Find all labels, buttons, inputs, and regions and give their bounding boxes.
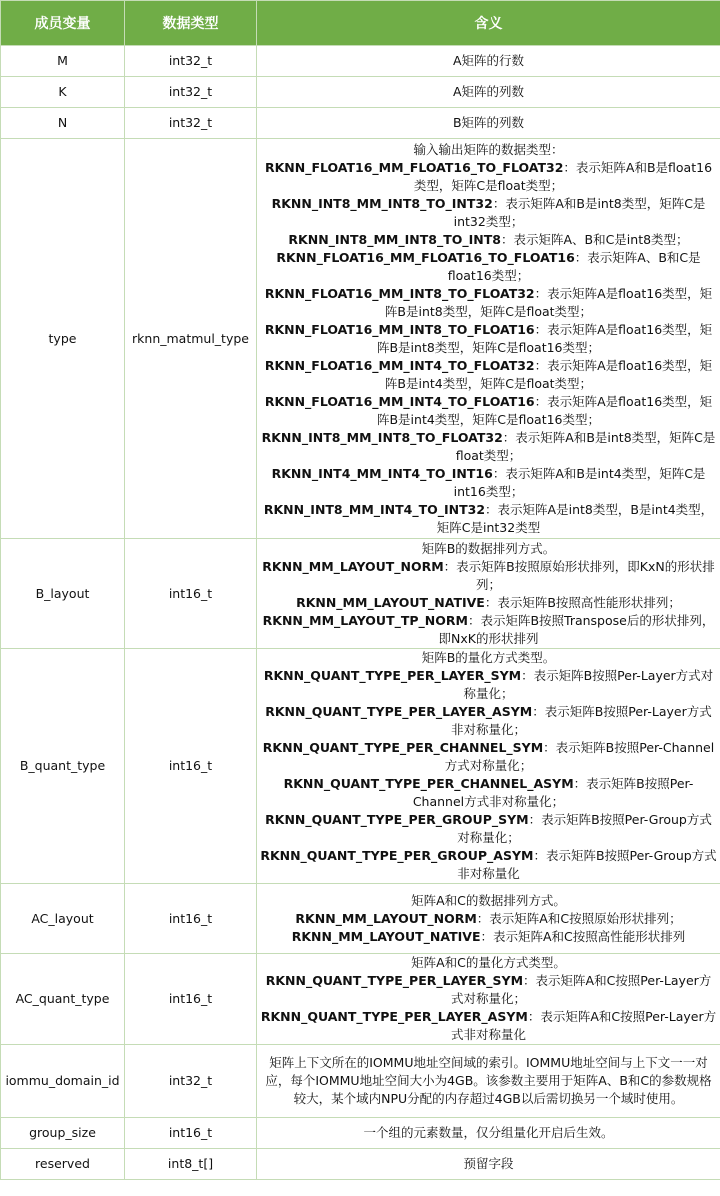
meaning-line xyxy=(260,231,717,249)
meaning-line xyxy=(260,847,717,883)
enum-constant: RKNN_FLOAT16_MM_FLOAT16_TO_FLOAT32 xyxy=(264,159,564,175)
meaning-text: ：表示矩阵B按照Transpose后的形状排列，即NxK的形状排列 xyxy=(438,612,715,646)
meaning-cell xyxy=(257,46,720,77)
meaning-line xyxy=(260,649,717,667)
header-row xyxy=(1,1,720,46)
member-name-cell: B_quant_type xyxy=(1,649,125,884)
enum-constant: RKNN_MM_LAYOUT_NORM xyxy=(295,910,477,926)
meaning-text: 矩阵A和C的量化方式类型。 xyxy=(411,955,566,970)
meaning-text: 矩阵B的量化方式类型。 xyxy=(421,650,556,665)
meaning-line xyxy=(260,928,717,946)
data-type-cell: int32_t xyxy=(125,77,257,108)
data-type-cell: int16_t xyxy=(125,649,257,884)
meaning-text: 输入输出矩阵的数据类型： xyxy=(413,141,564,157)
meaning-cell xyxy=(257,1045,720,1118)
meaning-line xyxy=(260,540,717,558)
meaning-text: 一个组的元素数量，仅分组量化开启后生效。 xyxy=(363,1125,614,1140)
enum-constant: RKNN_QUANT_TYPE_PER_CHANNEL_ASYM xyxy=(283,776,574,791)
meaning-text: ：表示矩阵A是int8类型，B是int4类型，矩阵C是int32类型 xyxy=(436,501,714,535)
member-name-cell: iommu_domain_id xyxy=(1,1045,125,1118)
meaning-line xyxy=(260,465,717,501)
meaning-cell xyxy=(257,1118,720,1149)
meaning-text: ：表示矩阵A是float16类型，矩阵B是int4类型，矩阵C是float类型； xyxy=(384,357,713,391)
meaning-text: ：表示矩阵A和C按照Per-Layer方式对称量化； xyxy=(450,973,712,1006)
meaning-line xyxy=(260,703,717,739)
enum-constant: RKNN_QUANT_TYPE_PER_GROUP_SYM xyxy=(265,812,529,827)
meaning-text: A矩阵的列数 xyxy=(452,84,525,99)
meaning-cell xyxy=(257,954,720,1045)
meaning-text: ：表示矩阵A是float16类型，矩阵B是int4类型，矩阵C是float16类型； xyxy=(376,393,713,427)
enum-constant: RKNN_FLOAT16_MM_INT4_TO_FLOAT32 xyxy=(264,357,535,373)
meaning-cell xyxy=(257,77,720,108)
meaning-text: 矩阵B的数据排列方式。 xyxy=(421,540,556,556)
meaning-text: ：表示矩阵A和C按照Per-Layer方式非对称量化 xyxy=(450,1009,717,1042)
meaning-text: ：表示矩阵B按照Per-Channel方式对称量化； xyxy=(444,740,715,773)
meaning-text: ：表示矩阵B按照Per-Layer方式非对称量化； xyxy=(450,704,712,737)
data-type-cell: int32_t xyxy=(125,1045,257,1118)
meaning-text: ：表示矩阵B按照高性能形状排列； xyxy=(484,594,681,610)
meaning-text: ：表示矩阵B按照Per-Group方式对称量化； xyxy=(457,812,712,845)
meaning-text: ：表示矩阵A和C按照原始形状排列； xyxy=(476,910,682,926)
meaning-line xyxy=(260,1155,717,1173)
meaning-text: ：表示矩阵A、B和C是int8类型； xyxy=(500,231,689,247)
meaning-text: 矩阵上下文所在的IOMMU地址空间域的索引。IOMMU地址空间与上下文一一对应，每个IOMMU地址空间大小为4GB。该参数主要用于矩阵A、B和C的参数规格较大，某个域内NPU分配的内存超过4GB以后需切换另一个域时使用。 xyxy=(265,1055,712,1106)
member-name-cell: reserved xyxy=(1,1149,125,1180)
meaning-text: ：表示矩阵A、B和C是float16类型； xyxy=(447,249,701,283)
meaning-text: ：表示矩阵B按照Per-Layer方式对称量化； xyxy=(463,668,714,701)
enum-constant: RKNN_FLOAT16_MM_INT4_TO_FLOAT16 xyxy=(264,393,535,409)
enum-constant: RKNN_FLOAT16_MM_FLOAT16_TO_FLOAT16 xyxy=(276,249,575,265)
meaning-line xyxy=(260,892,717,910)
member-name-cell: B_layout xyxy=(1,539,125,649)
meaning-text: ：表示矩阵B按照原始形状排列，即KxN的形状排列； xyxy=(443,558,715,592)
table-row xyxy=(1,954,720,1045)
meaning-text: 预留字段 xyxy=(463,1156,514,1171)
meaning-line xyxy=(260,1054,717,1108)
enum-constant: RKNN_MM_LAYOUT_NATIVE xyxy=(296,594,485,610)
enum-constant: RKNN_MM_LAYOUT_NATIVE xyxy=(291,928,481,944)
meaning-line xyxy=(260,775,717,811)
table-row xyxy=(1,139,720,539)
table-row xyxy=(1,1118,720,1149)
meaning-text: ：表示矩阵A和B是int8类型，矩阵C是int32类型； xyxy=(453,195,706,229)
meaning-line xyxy=(260,954,717,972)
data-type-cell: int16_t xyxy=(125,954,257,1045)
member-name-cell: type xyxy=(1,139,125,539)
member-name-cell: M xyxy=(1,46,125,77)
table-row xyxy=(1,1045,720,1118)
meaning-line xyxy=(260,195,717,231)
meaning-cell xyxy=(257,884,720,954)
meaning-line xyxy=(260,321,717,357)
data-type-cell: int8_t[] xyxy=(125,1149,257,1180)
data-type-cell: int32_t xyxy=(125,108,257,139)
table-row xyxy=(1,1149,720,1180)
enum-constant: RKNN_QUANT_TYPE_PER_LAYER_ASYM xyxy=(265,704,533,719)
meaning-line xyxy=(260,249,717,285)
data-type-cell: int16_t xyxy=(125,539,257,649)
meaning-text: B矩阵的列数 xyxy=(452,115,525,130)
meaning-cell xyxy=(257,539,720,649)
meaning-line xyxy=(260,141,717,159)
meaning-text: ：表示矩阵A和B是int4类型，矩阵C是int16类型； xyxy=(453,465,706,499)
table-row xyxy=(1,108,720,139)
meaning-text: ：表示矩阵A是float16类型，矩阵B是int8类型，矩阵C是float类型； xyxy=(384,285,713,319)
meaning-line xyxy=(260,52,717,70)
meaning-line xyxy=(260,1124,717,1142)
enum-constant: RKNN_QUANT_TYPE_PER_LAYER_SYM xyxy=(263,668,522,683)
member-name-cell: N xyxy=(1,108,125,139)
meaning-line xyxy=(260,285,717,321)
enum-constant: RKNN_FLOAT16_MM_INT8_TO_FLOAT32 xyxy=(264,285,535,301)
enum-constant: RKNN_MM_LAYOUT_NORM xyxy=(262,558,444,574)
enum-constant: RKNN_INT8_MM_INT8_TO_INT32 xyxy=(271,195,493,211)
meaning-text: ：表示矩阵A和B是int8类型，矩阵C是float类型； xyxy=(455,429,716,463)
header-member: 成员变量 xyxy=(1,1,125,46)
meaning-line xyxy=(260,393,717,429)
header-data-type: 数据类型 xyxy=(125,1,257,46)
enum-constant: RKNN_QUANT_TYPE_PER_LAYER_ASYM xyxy=(260,1009,528,1024)
meaning-line xyxy=(260,501,717,537)
header-meaning: 含义 xyxy=(257,1,720,46)
member-name-cell: AC_quant_type xyxy=(1,954,125,1045)
member-name-cell: group_size xyxy=(1,1118,125,1149)
meaning-cell xyxy=(257,139,720,539)
enum-constant: RKNN_INT8_MM_INT4_TO_INT32 xyxy=(263,501,486,517)
meaning-text: ：表示矩阵B按照Per-Channel方式非对称量化； xyxy=(412,776,694,809)
meaning-line xyxy=(260,83,717,101)
meaning-line xyxy=(260,667,717,703)
meaning-line xyxy=(260,811,717,847)
enum-constant: RKNN_QUANT_TYPE_PER_LAYER_SYM xyxy=(265,973,524,988)
meaning-cell xyxy=(257,108,720,139)
meaning-cell xyxy=(257,1149,720,1180)
meaning-line xyxy=(260,972,717,1008)
meaning-line xyxy=(260,357,717,393)
table-row xyxy=(1,649,720,884)
data-type-cell: rknn_matmul_type xyxy=(125,139,257,539)
meaning-line xyxy=(260,910,717,928)
enum-constant: RKNN_INT4_MM_INT4_TO_INT16 xyxy=(271,465,493,481)
table-row xyxy=(1,539,720,649)
meaning-line xyxy=(260,558,717,594)
enum-constant: RKNN_QUANT_TYPE_PER_CHANNEL_SYM xyxy=(262,740,544,755)
enum-constant: RKNN_FLOAT16_MM_INT8_TO_FLOAT16 xyxy=(264,321,535,337)
table-row xyxy=(1,46,720,77)
member-name-cell: AC_layout xyxy=(1,884,125,954)
data-type-cell: int16_t xyxy=(125,1118,257,1149)
meaning-line xyxy=(260,1008,717,1044)
meaning-line xyxy=(260,594,717,612)
table-row xyxy=(1,77,720,108)
meaning-text: 矩阵A和C的数据排列方式。 xyxy=(411,892,566,908)
meaning-text: ：表示矩阵B按照Per-Group方式非对称量化 xyxy=(457,848,717,881)
enum-constant: RKNN_INT8_MM_INT8_TO_FLOAT32 xyxy=(261,429,503,445)
meaning-cell xyxy=(257,649,720,884)
table-row xyxy=(1,884,720,954)
meaning-text: A矩阵的行数 xyxy=(452,53,525,68)
meaning-text: ：表示矩阵A是float16类型，矩阵B是int8类型，矩阵C是float16类型； xyxy=(376,321,713,355)
enum-constant: RKNN_INT8_MM_INT8_TO_INT8 xyxy=(288,231,501,247)
meaning-line xyxy=(260,429,717,465)
enum-constant: RKNN_QUANT_TYPE_PER_GROUP_ASYM xyxy=(260,848,534,863)
data-type-cell: int16_t xyxy=(125,884,257,954)
meaning-text: ：表示矩阵A和C按照高性能形状排列 xyxy=(480,928,686,944)
member-name-cell: K xyxy=(1,77,125,108)
meaning-line xyxy=(260,739,717,775)
meaning-line xyxy=(260,114,717,132)
enum-constant: RKNN_MM_LAYOUT_TP_NORM xyxy=(262,612,468,628)
meaning-text: ：表示矩阵A和B是float16类型，矩阵C是float类型； xyxy=(413,159,713,193)
data-type-cell: int32_t xyxy=(125,46,257,77)
meaning-line xyxy=(260,159,717,195)
meaning-line xyxy=(260,612,717,648)
